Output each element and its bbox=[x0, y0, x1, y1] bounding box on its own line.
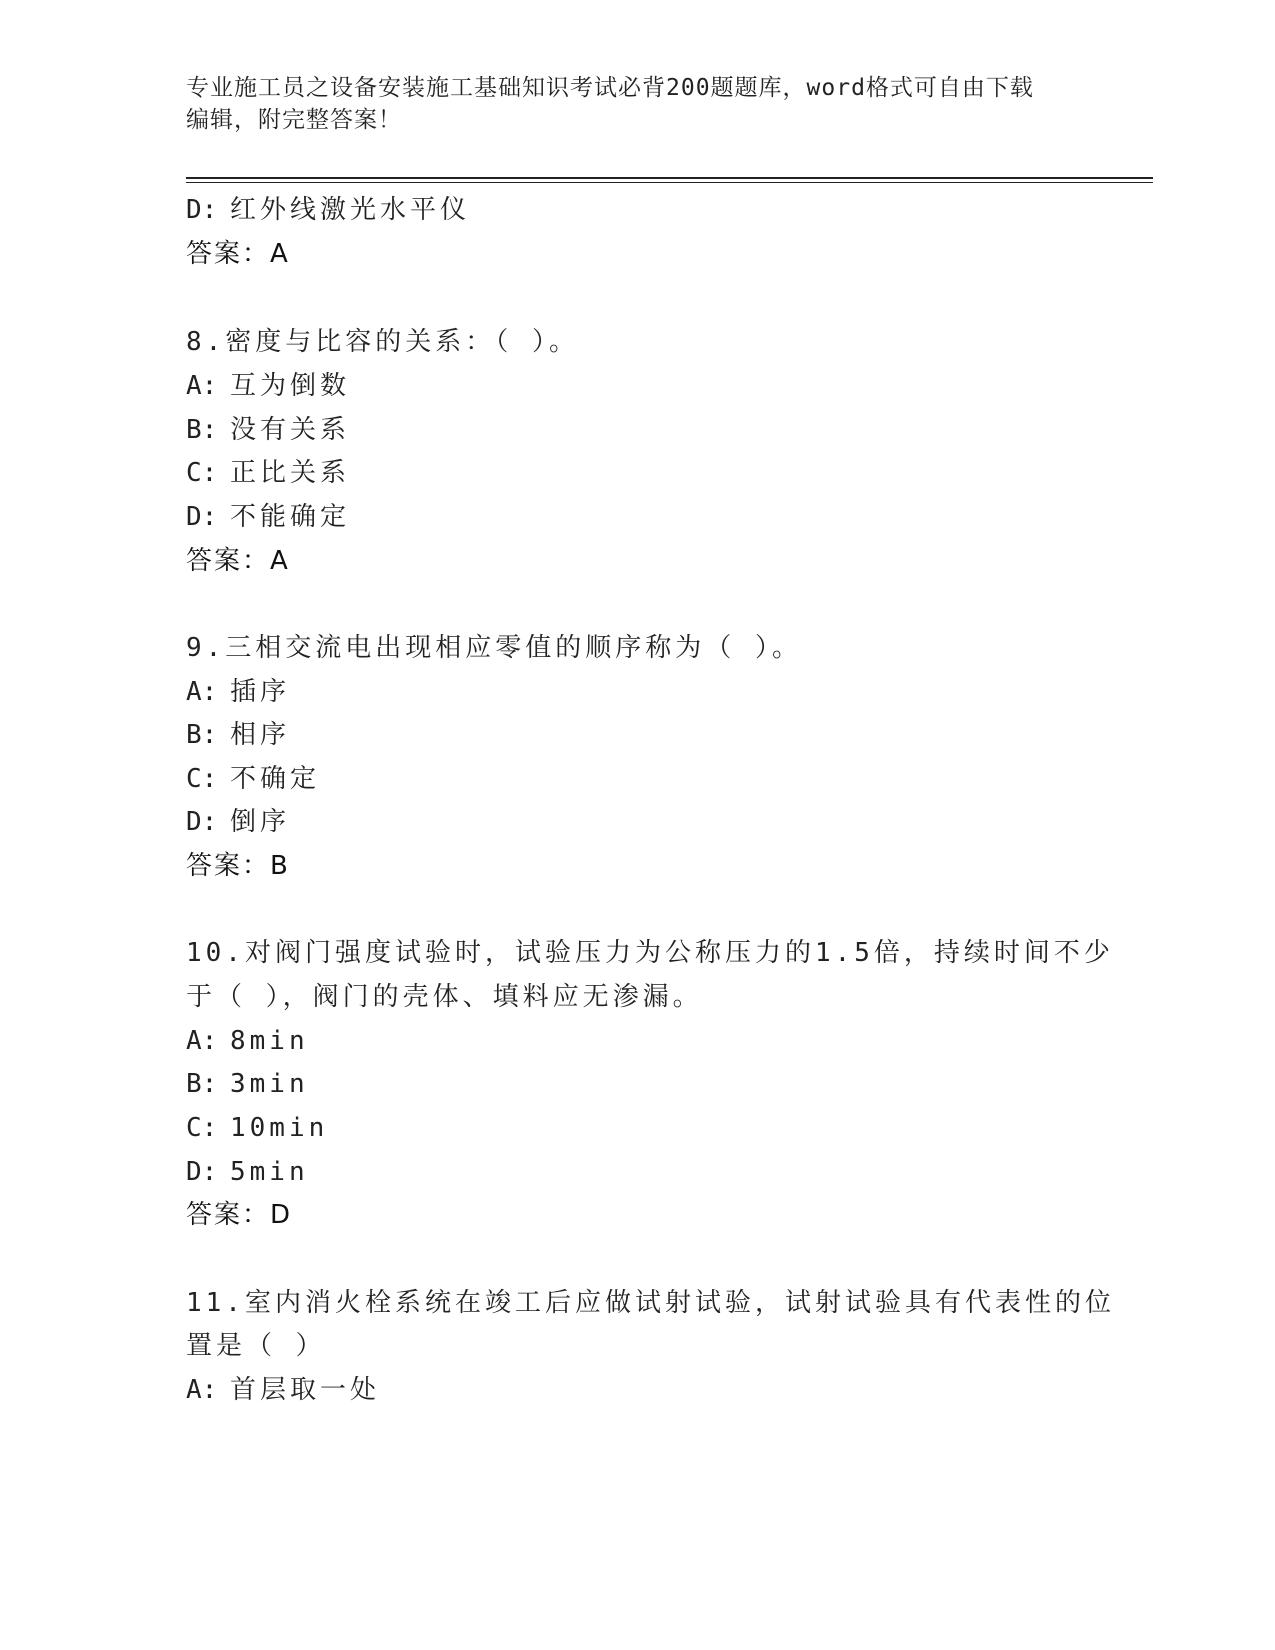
q10-option-b bbox=[186, 1067, 309, 1101]
q9-option-d bbox=[186, 805, 290, 839]
option-text: 红外线激光水平仪 bbox=[230, 195, 471, 225]
q9-answer: 答案：B bbox=[186, 851, 290, 881]
option-letter: A: bbox=[186, 1375, 218, 1405]
option-text: 3min bbox=[230, 1069, 309, 1099]
header-line-2: 编辑，附完整答案！ bbox=[186, 107, 402, 133]
option-letter: C: bbox=[186, 1113, 218, 1143]
q10-stem-line-2: 于（ ），阀门的壳体、填料应无渗漏。 bbox=[186, 982, 703, 1012]
q11-stem-line-1: 11.室内消火栓系统在竣工后应做试射试验，试射试验具有代表性的位 bbox=[186, 1288, 1115, 1318]
option-letter: C: bbox=[186, 458, 218, 488]
option-letter: D: bbox=[186, 1157, 218, 1187]
q9-option-b bbox=[186, 718, 290, 752]
option-letter: C: bbox=[186, 764, 218, 794]
q10-option-d bbox=[186, 1155, 309, 1189]
option-letter: D: bbox=[186, 502, 218, 532]
header-divider-thin bbox=[186, 182, 1153, 183]
prev-answer: 答案：A bbox=[186, 239, 290, 269]
q10-option-a bbox=[186, 1024, 309, 1058]
q9-stem: 9.三相交流电出现相应零值的顺序称为（ ）。 bbox=[186, 633, 802, 663]
q8-option-b bbox=[186, 413, 350, 447]
option-text: 不能确定 bbox=[230, 502, 351, 532]
q10-answer: 答案：D bbox=[186, 1200, 293, 1230]
option-letter: A: bbox=[186, 1026, 218, 1056]
q9-option-c bbox=[186, 762, 320, 796]
header-line-1: 专业施工员之设备安装施工基础知识考试必背200题题库，word格式可自由下载 bbox=[186, 75, 1034, 101]
header-divider-thick bbox=[186, 177, 1153, 179]
q8-stem: 8.密度与比容的关系：（ ）。 bbox=[186, 327, 579, 357]
q10-option-c bbox=[186, 1111, 328, 1145]
option-text: 不确定 bbox=[230, 764, 321, 794]
option-letter: B: bbox=[186, 720, 218, 750]
document-header bbox=[186, 72, 1066, 136]
option-letter: B: bbox=[186, 1069, 218, 1099]
option-text: 相序 bbox=[230, 720, 291, 750]
q10-stem-line-1: 10.对阀门强度试验时，试验压力为公称压力的1.5倍，持续时间不少 bbox=[186, 938, 1114, 968]
q8-option-d bbox=[186, 500, 350, 534]
q11-stem-line-2: 置是（ ） bbox=[186, 1331, 326, 1361]
option-text: 倒序 bbox=[230, 807, 291, 837]
q8-option-a bbox=[186, 369, 350, 403]
option-text: 正比关系 bbox=[230, 458, 351, 488]
option-text: 互为倒数 bbox=[230, 371, 351, 401]
q9-option-a bbox=[186, 675, 290, 709]
option-text: 5min bbox=[230, 1157, 309, 1187]
q8-option-c bbox=[186, 456, 350, 490]
prev-option-d bbox=[186, 193, 470, 227]
option-letter: D: bbox=[186, 195, 218, 225]
option-text: 没有关系 bbox=[230, 415, 351, 445]
q8-answer: 答案：A bbox=[186, 546, 290, 576]
option-text: 插序 bbox=[230, 677, 291, 707]
option-text: 10min bbox=[230, 1113, 329, 1143]
option-letter: B: bbox=[186, 415, 218, 445]
option-letter: D: bbox=[186, 807, 218, 837]
option-letter: A: bbox=[186, 371, 218, 401]
q11-option-a bbox=[186, 1373, 380, 1407]
option-letter: A: bbox=[186, 677, 218, 707]
option-text: 8min bbox=[230, 1026, 309, 1056]
option-text: 首层取一处 bbox=[230, 1375, 381, 1405]
